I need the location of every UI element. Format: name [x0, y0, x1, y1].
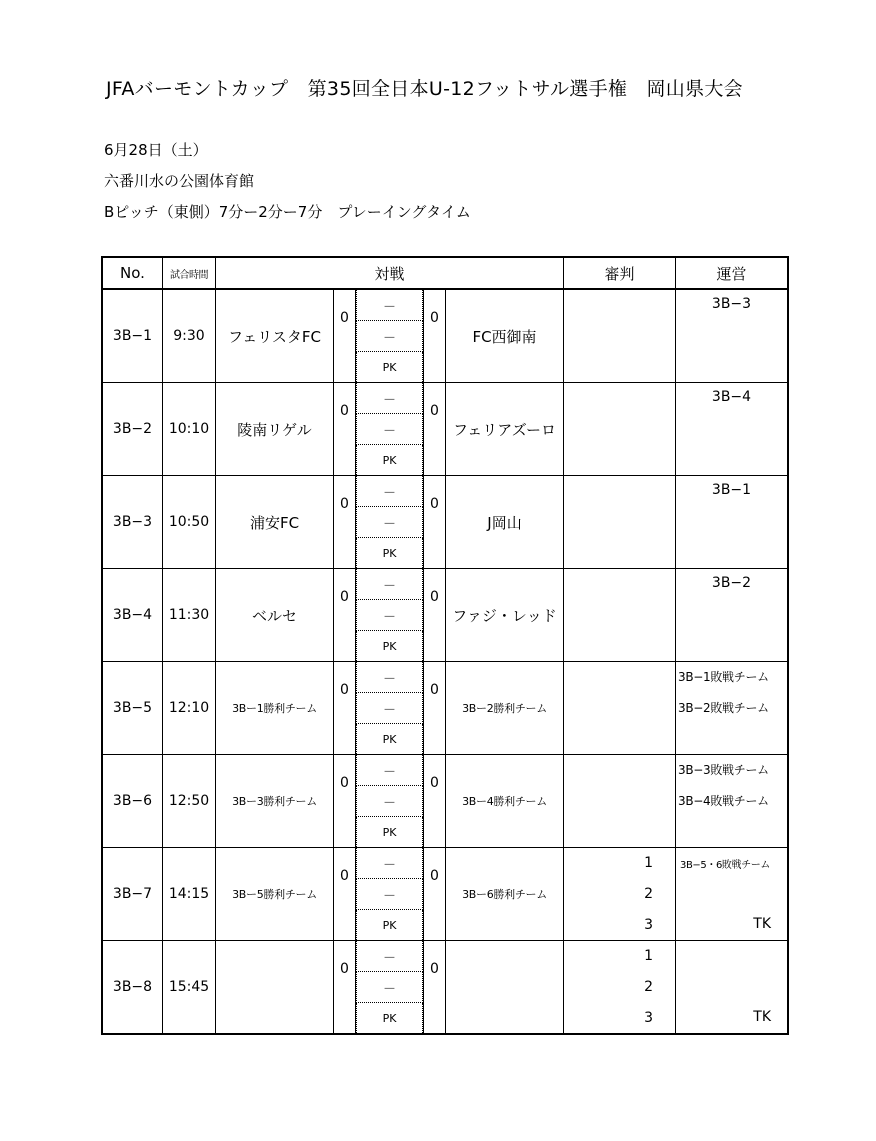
first-half-score: － — [356, 848, 423, 879]
operation-tk: TK — [753, 916, 771, 932]
table-header-row — [102, 257, 788, 289]
first-half-score: － — [356, 290, 423, 321]
away-score-cell — [424, 289, 446, 383]
score-detail — [356, 289, 424, 383]
away-team: 3Bー6勝利チーム — [446, 848, 564, 941]
first-half-score: － — [356, 383, 423, 414]
operation-team: 3B−3 — [711, 296, 752, 312]
operation-team: 3B−1敗戦チーム — [678, 670, 769, 684]
match-no: 3B−2 — [102, 383, 163, 476]
header-no: No. — [102, 257, 163, 289]
second-half-score: － — [356, 879, 423, 910]
match-no: 3B−1 — [102, 289, 163, 383]
away-score: 0 — [430, 868, 439, 884]
operation-column — [676, 755, 789, 848]
referee-cell — [564, 755, 676, 848]
first-half-score: － — [356, 662, 423, 693]
away-team: フェリアズーロ — [446, 383, 564, 476]
home-team: フェリスタFC — [216, 289, 334, 383]
event-pitch-info: Bピッチ（東側）7分ー2分ー7分 プレーイングタイム — [104, 203, 471, 221]
home-score-cell — [334, 941, 356, 1035]
away-score-cell — [424, 383, 446, 476]
referee-number: 1 — [644, 855, 653, 872]
home-score: 0 — [340, 961, 349, 977]
match-time: 10:10 — [163, 383, 216, 476]
referee-cell — [564, 569, 676, 662]
operation-cell — [676, 662, 787, 754]
operation-team: 3B−3敗戦チーム — [678, 763, 769, 777]
operation-column — [676, 662, 789, 755]
table-row — [102, 941, 788, 1035]
referee-list — [564, 848, 675, 940]
second-half-score: － — [356, 321, 423, 352]
referee-number: 1 — [644, 948, 653, 965]
home-score-cell — [334, 848, 356, 941]
referee-list — [564, 941, 675, 1033]
referee-cell — [564, 848, 676, 941]
first-half-score: － — [356, 476, 423, 507]
referee-cell — [564, 662, 676, 755]
away-team: FC西御南 — [446, 289, 564, 383]
match-time: 12:10 — [163, 662, 216, 755]
referee-cell — [564, 941, 676, 1035]
away-score: 0 — [430, 403, 439, 419]
away-score: 0 — [430, 961, 439, 977]
pk-label: PK — [356, 724, 423, 754]
pk-label: PK — [356, 1003, 423, 1033]
home-score-cell — [334, 662, 356, 755]
match-no: 3B−6 — [102, 755, 163, 848]
home-score: 0 — [340, 868, 349, 884]
header-time: 試合時間 — [163, 257, 216, 289]
pk-label: PK — [356, 631, 423, 661]
operation-team: 3B−4敗戦チーム — [678, 794, 769, 808]
operation-cell — [676, 848, 787, 940]
home-score: 0 — [340, 310, 349, 326]
match-schedule-table — [101, 256, 789, 1035]
page-title: JFAバーモントカップ 第35回全日本U-12フットサル選手権 岡山県大会 — [106, 78, 743, 100]
away-score: 0 — [430, 589, 439, 605]
away-score-cell — [424, 941, 446, 1035]
operation-team: 3B−1 — [711, 482, 752, 498]
second-half-score: － — [356, 507, 423, 538]
operation-team: 3B−2 — [711, 575, 752, 591]
referee-number: 2 — [644, 979, 653, 995]
match-time: 11:30 — [163, 569, 216, 662]
match-time: 12:50 — [163, 755, 216, 848]
operation-column — [676, 569, 789, 662]
first-half-score: － — [356, 569, 423, 600]
away-score-cell — [424, 848, 446, 941]
away-score-cell — [424, 569, 446, 662]
referee-cell — [564, 383, 676, 476]
score-detail — [356, 476, 424, 569]
second-half-score: － — [356, 972, 423, 1003]
header-referee: 審判 — [564, 257, 676, 289]
match-no: 3B−5 — [102, 662, 163, 755]
away-score: 0 — [430, 496, 439, 512]
referee-number: 3 — [644, 1009, 653, 1026]
table-row — [102, 569, 788, 662]
home-team — [216, 941, 334, 1035]
home-score-cell — [334, 383, 356, 476]
second-half-score: － — [356, 786, 423, 817]
match-time: 9:30 — [163, 289, 216, 383]
table-row — [102, 289, 788, 383]
first-half-score: － — [356, 941, 423, 972]
operation-cell — [676, 383, 787, 475]
referee-number: 3 — [644, 916, 653, 933]
away-score-cell — [424, 662, 446, 755]
operation-cell — [676, 755, 787, 847]
away-team: J岡山 — [446, 476, 564, 569]
home-team: 3Bー1勝利チーム — [216, 662, 334, 755]
match-no: 3B−7 — [102, 848, 163, 941]
pk-label: PK — [356, 352, 423, 382]
away-score-cell — [424, 476, 446, 569]
second-half-score: － — [356, 693, 423, 724]
home-score: 0 — [340, 775, 349, 791]
pk-label: PK — [356, 910, 423, 940]
match-no: 3B−8 — [102, 941, 163, 1035]
match-time: 10:50 — [163, 476, 216, 569]
away-team: 3Bー2勝利チーム — [446, 662, 564, 755]
away-team: ファジ・レッド — [446, 569, 564, 662]
match-time: 14:15 — [163, 848, 216, 941]
header-match: 対戦 — [216, 257, 564, 289]
operation-column — [676, 848, 789, 941]
operation-cell — [676, 941, 787, 1033]
second-half-score: － — [356, 414, 423, 445]
home-score: 0 — [340, 682, 349, 698]
match-no: 3B−3 — [102, 476, 163, 569]
score-detail — [356, 848, 424, 941]
referee-number: 2 — [644, 886, 653, 902]
score-detail — [356, 941, 424, 1035]
operation-cell — [676, 290, 787, 382]
away-score: 0 — [430, 775, 439, 791]
table-row — [102, 755, 788, 848]
score-detail — [356, 662, 424, 755]
match-time: 15:45 — [163, 941, 216, 1035]
operation-team: 3B−4 — [711, 389, 752, 405]
home-score-cell — [334, 755, 356, 848]
table-row — [102, 476, 788, 569]
home-team: 3Bー3勝利チーム — [216, 755, 334, 848]
away-score: 0 — [430, 682, 439, 698]
pk-label: PK — [356, 538, 423, 568]
operation-cell — [676, 569, 787, 661]
score-detail — [356, 569, 424, 662]
pk-label: PK — [356, 445, 423, 475]
header-operation: 運営 — [676, 257, 789, 289]
away-score-cell — [424, 755, 446, 848]
away-score: 0 — [430, 310, 439, 326]
event-date: 6月28日（土） — [104, 141, 208, 159]
table-row — [102, 383, 788, 476]
home-score-cell — [334, 476, 356, 569]
home-team: ベルセ — [216, 569, 334, 662]
operation-column — [676, 383, 789, 476]
operation-column — [676, 476, 789, 569]
operation-team: 3B−5・6敗戦チーム — [680, 860, 770, 871]
home-score: 0 — [340, 589, 349, 605]
away-team: 3Bー4勝利チーム — [446, 755, 564, 848]
home-score: 0 — [340, 496, 349, 512]
home-team: 浦安FC — [216, 476, 334, 569]
score-detail — [356, 383, 424, 476]
home-team: 陵南リゲル — [216, 383, 334, 476]
referee-cell — [564, 476, 676, 569]
event-venue: 六番川水の公園体育館 — [104, 172, 255, 190]
pk-label: PK — [356, 817, 423, 847]
referee-cell — [564, 289, 676, 383]
operation-cell — [676, 476, 787, 568]
operation-tk: TK — [753, 1009, 771, 1025]
operation-column — [676, 289, 789, 383]
first-half-score: － — [356, 755, 423, 786]
table-row — [102, 662, 788, 755]
operation-team: 3B−2敗戦チーム — [678, 701, 769, 715]
score-detail — [356, 755, 424, 848]
operation-column — [676, 941, 789, 1035]
table-row — [102, 848, 788, 941]
away-team — [446, 941, 564, 1035]
home-score-cell — [334, 289, 356, 383]
home-score-cell — [334, 569, 356, 662]
home-team: 3Bー5勝利チーム — [216, 848, 334, 941]
second-half-score: － — [356, 600, 423, 631]
home-score: 0 — [340, 403, 349, 419]
match-no: 3B−4 — [102, 569, 163, 662]
